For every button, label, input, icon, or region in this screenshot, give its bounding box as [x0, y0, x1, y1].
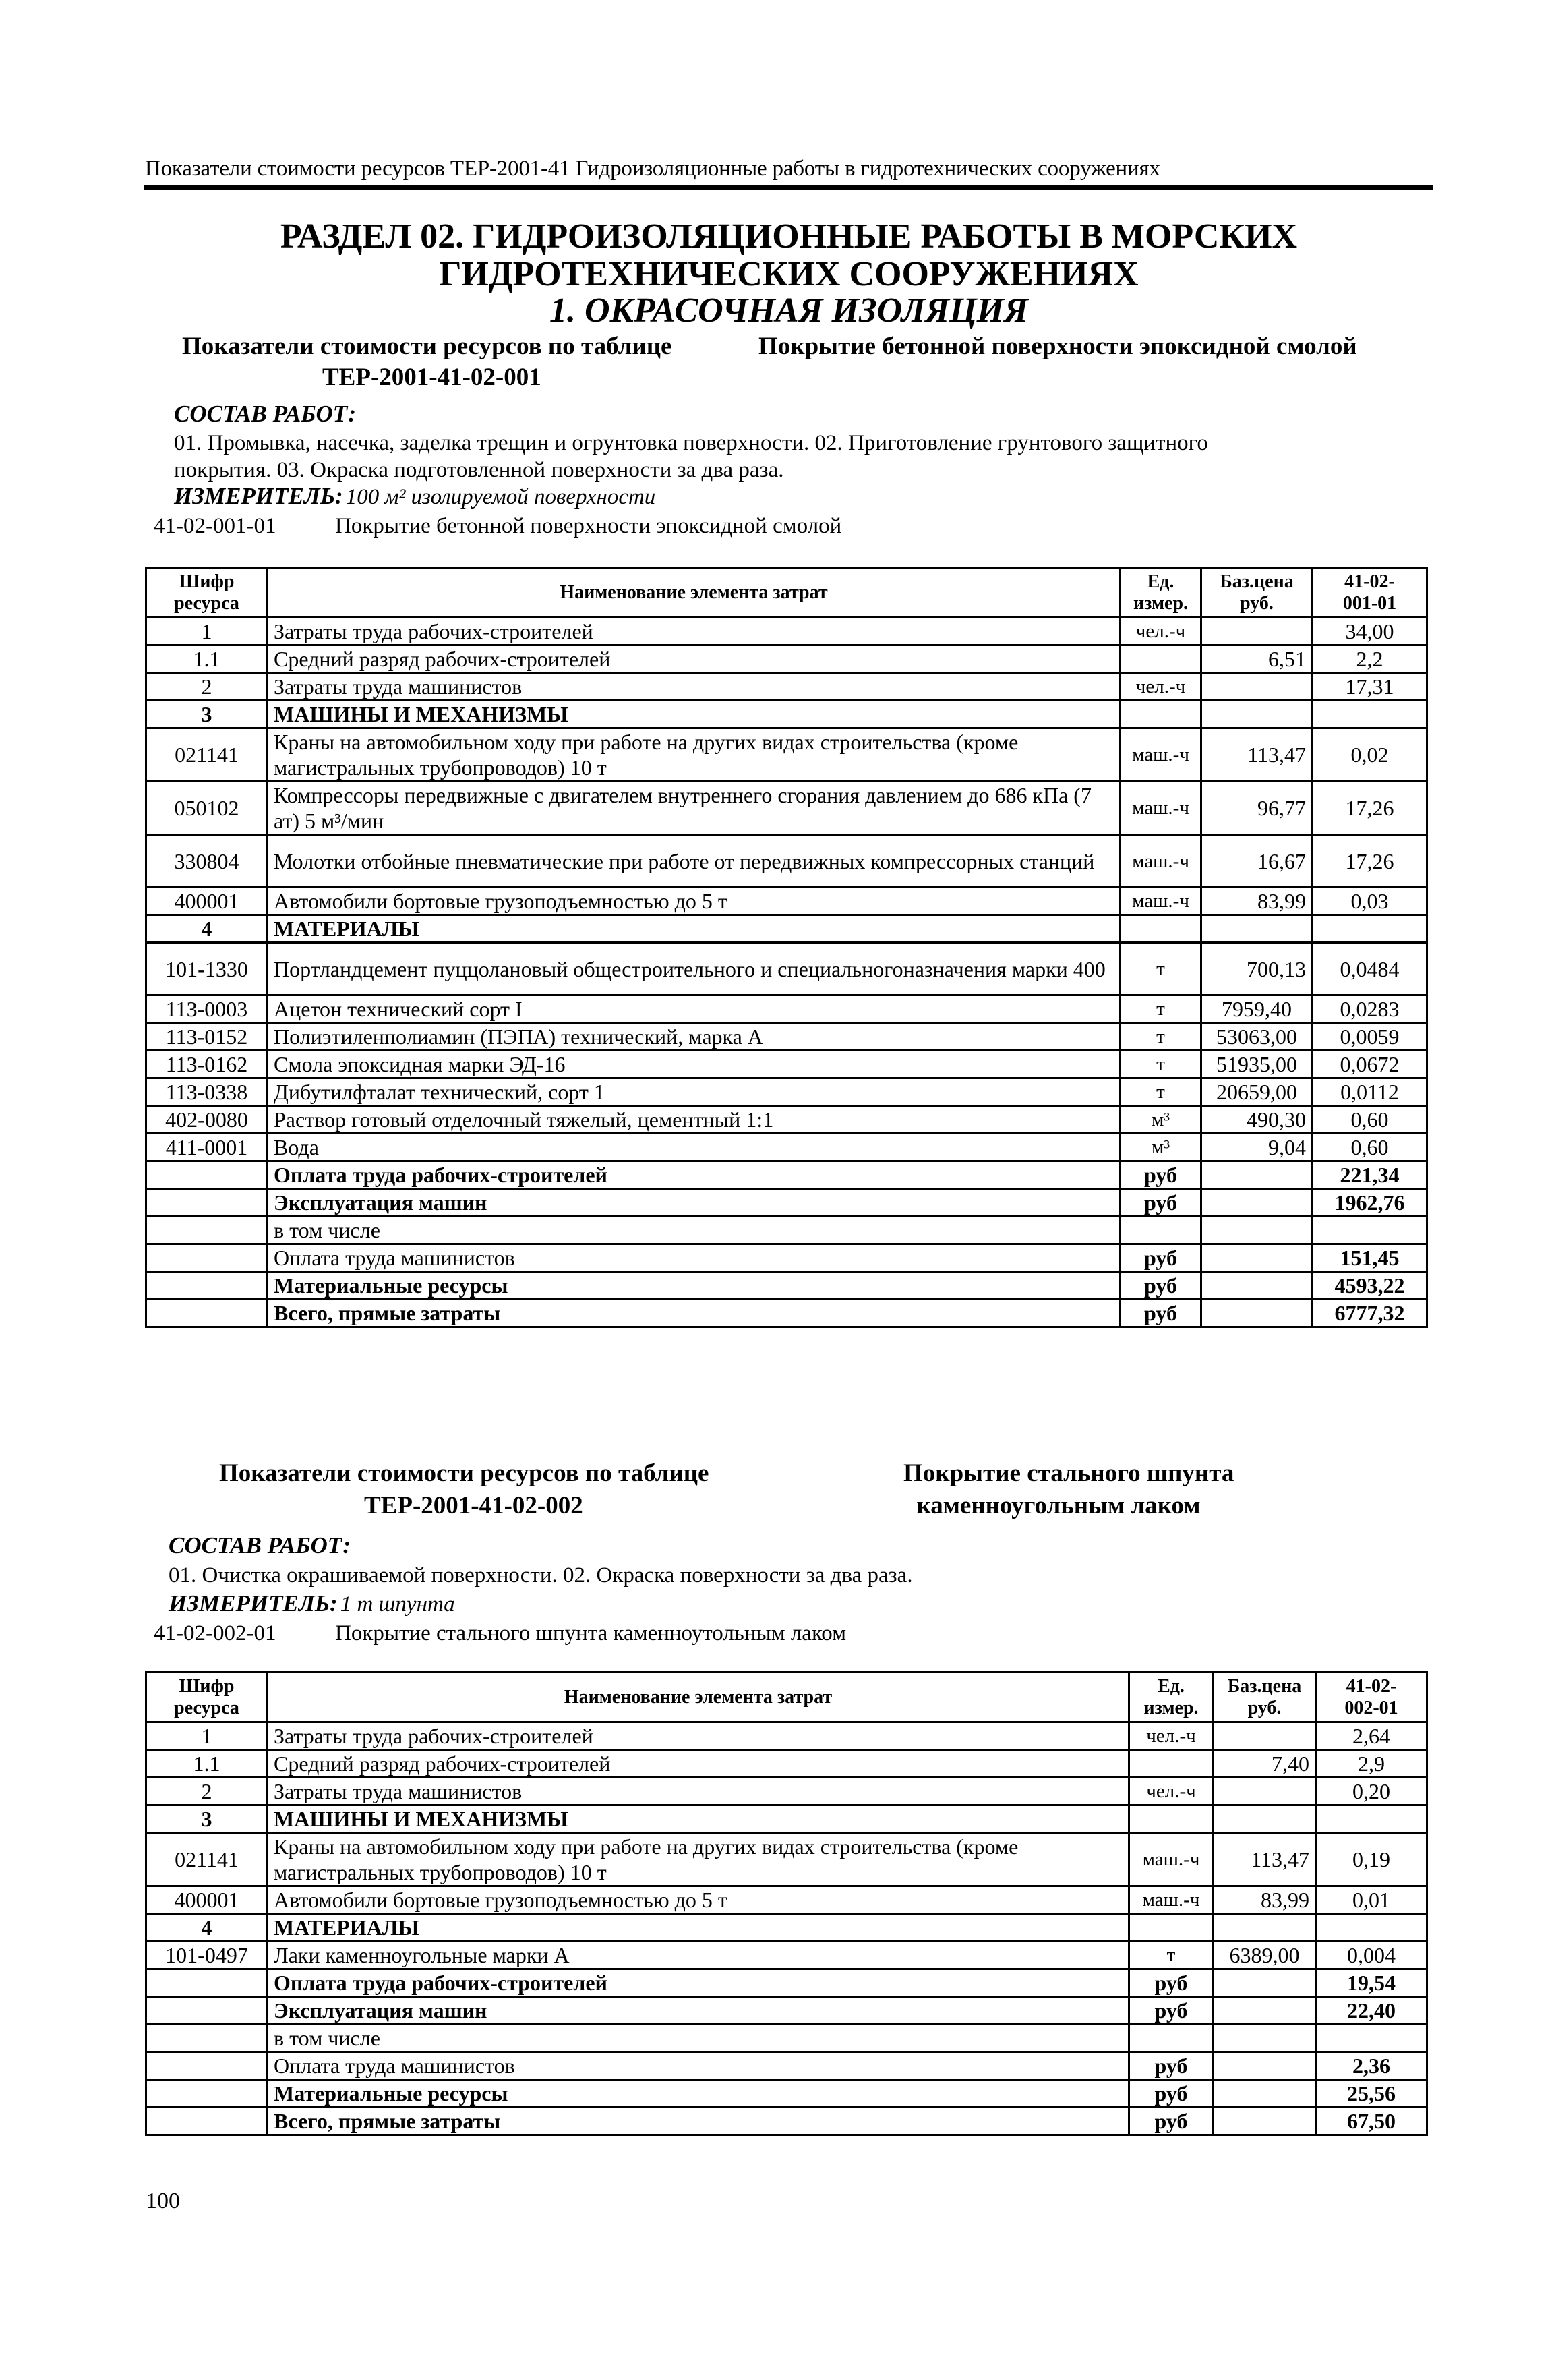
total-name: в том числе [268, 2025, 1129, 2052]
row-unit: маш.-ч [1121, 835, 1201, 888]
row-code: 400001 [146, 1886, 268, 1914]
row-value [1316, 1805, 1427, 1833]
total-name: Материальные ресурсы [268, 2080, 1129, 2108]
table-row [146, 943, 1427, 995]
total-value: 4593,22 [1313, 1272, 1427, 1300]
row-code: 021141 [146, 1833, 268, 1886]
row-name: Затраты труда машинистов [268, 673, 1121, 701]
row-name: Молотки отбойные пневматические при работе от передвижных компрессорных станций [268, 835, 1121, 888]
table-row [146, 1942, 1427, 1969]
block1-table-code: ТЕР-2001-41-02-001 [322, 364, 541, 391]
table-row [146, 1914, 1427, 1942]
row-name: Автомобили бортовые грузоподъемностью до 5 т [268, 888, 1121, 915]
total-unit [1121, 1217, 1201, 1244]
total-row [146, 1969, 1427, 1997]
table-row [146, 1106, 1427, 1134]
row-name: Портландцемент пуццолановый общестроительного и специальногоназначения марки 400 [268, 943, 1121, 995]
row-code: 101-1330 [146, 943, 268, 995]
table-row [146, 915, 1427, 943]
total-unit: руб [1129, 1969, 1214, 1997]
total-price-blank [1214, 2108, 1316, 2135]
row-value: 2,2 [1313, 645, 1427, 673]
row-name: Краны на автомобильном ходу при работе на других видах строительства (кроме магистральных трубопроводов) 10 т [268, 728, 1121, 782]
row-unit [1129, 1750, 1214, 1778]
table-row [146, 701, 1427, 728]
row-code: 3 [146, 1805, 268, 1833]
block1-works-line2: покрытия. 03. Окраска подготовленной поверхности за два раза. [174, 458, 784, 482]
total-value: 22,40 [1316, 1997, 1427, 2025]
row-code: 1 [146, 1722, 268, 1750]
total-row [146, 1300, 1427, 1327]
page-number: 100 [146, 2188, 180, 2213]
row-value: 0,01 [1316, 1886, 1427, 1914]
header-column: 41-02- 002-01 [1316, 1673, 1427, 1722]
row-value [1313, 701, 1427, 728]
row-code: 4 [146, 1914, 268, 1942]
running-header: Показатели стоимости ресурсов ТЕР-2001-41 Гидроизоляционные работы в гидротехнических сооружениях [145, 156, 1160, 181]
header-code: Шифр ресурса [146, 568, 268, 618]
block1-meter-label: ИЗМЕРИТЕЛЬ: [174, 483, 343, 509]
total-name: Эксплуатация машин [268, 1189, 1121, 1217]
row-code: 050102 [146, 782, 268, 835]
total-value [1316, 2025, 1427, 2052]
total-blank [146, 1189, 268, 1217]
row-value: 0,60 [1313, 1106, 1427, 1134]
row-price [1214, 1722, 1316, 1750]
total-unit: руб [1129, 1997, 1214, 2025]
row-unit [1121, 701, 1201, 728]
total-blank [146, 1272, 268, 1300]
row-price [1201, 701, 1313, 728]
total-row [146, 1161, 1427, 1189]
row-name: Средний разряд рабочих-строителей [268, 1750, 1129, 1778]
row-value: 0,0283 [1313, 995, 1427, 1023]
section-title-line2: ГИДРОТЕХНИЧЕСКИХ СООРУЖЕНИЯХ [439, 255, 1139, 293]
section-title-line1: РАЗДЕЛ 02. ГИДРОИЗОЛЯЦИОННЫЕ РАБОТЫ В МОРСКИХ [280, 217, 1298, 256]
total-price-blank [1201, 1217, 1313, 1244]
row-price: 6389,00 [1214, 1942, 1316, 1969]
block1-meter-value: 100 м² изолируемой поверхности [345, 485, 656, 509]
row-price: 9,04 [1201, 1134, 1313, 1161]
total-price-blank [1214, 2025, 1316, 2052]
total-unit: руб [1121, 1300, 1201, 1327]
row-price: 51935,00 [1201, 1051, 1313, 1078]
row-unit: маш.-ч [1121, 782, 1201, 835]
table-row [146, 1722, 1427, 1750]
row-name: Затраты труда рабочих-строителей [268, 1722, 1129, 1750]
row-value: 2,9 [1316, 1750, 1427, 1778]
row-unit [1121, 645, 1201, 673]
table-row [146, 1078, 1427, 1106]
block2-works-line1: 01. Очистка окрашиваемой поверхности. 02. Окраска поверхности за два раза. [169, 1563, 913, 1588]
row-name: Вода [268, 1134, 1121, 1161]
row-price: 700,13 [1201, 943, 1313, 995]
total-price-blank [1201, 1272, 1313, 1300]
header-code: Шифр ресурса [146, 1673, 268, 1722]
total-row [146, 1272, 1427, 1300]
row-name: МАШИНЫ И МЕХАНИЗМЫ [268, 701, 1121, 728]
row-price [1214, 1914, 1316, 1942]
row-unit: т [1121, 1023, 1201, 1051]
row-price: 16,67 [1201, 835, 1313, 888]
row-value [1313, 915, 1427, 943]
total-unit: руб [1129, 2108, 1214, 2135]
block2-indicator-label: Показатели стоимости ресурсов по таблице [219, 1459, 709, 1487]
total-value: 2,36 [1316, 2052, 1427, 2080]
table-row [146, 645, 1427, 673]
row-code: 2 [146, 673, 268, 701]
block1-cost-table [145, 567, 1428, 1328]
row-unit: т [1121, 1078, 1201, 1106]
block1-position-code: 41-02-001-01 [154, 514, 276, 538]
total-unit: руб [1121, 1161, 1201, 1189]
total-blank [146, 1997, 268, 2025]
row-code: 1.1 [146, 1750, 268, 1778]
block2-table-code: ТЕР-2001-41-02-002 [364, 1492, 583, 1519]
row-value: 0,03 [1313, 888, 1427, 915]
total-row [146, 2052, 1427, 2080]
total-price-blank [1214, 2080, 1316, 2108]
total-row [146, 1189, 1427, 1217]
row-code: 3 [146, 701, 268, 728]
row-name: МАТЕРИАЛЫ [268, 1914, 1129, 1942]
total-name: Всего, прямые затраты [268, 2108, 1129, 2135]
header-name: Наименование элемента затрат [268, 568, 1121, 618]
header-unit: Ед. измер. [1129, 1673, 1214, 1722]
table-header-row [146, 1673, 1427, 1722]
row-code: 021141 [146, 728, 268, 782]
total-blank [146, 2080, 268, 2108]
total-blank [146, 1161, 268, 1189]
block1-table-title: Покрытие бетонной поверхности эпоксидной смолой [758, 332, 1357, 360]
row-price: 20659,00 [1201, 1078, 1313, 1106]
table-row [146, 1023, 1427, 1051]
header-unit: Ед. измер. [1121, 568, 1201, 618]
row-code: 113-0152 [146, 1023, 268, 1051]
row-value: 0,20 [1316, 1778, 1427, 1805]
total-name: Материальные ресурсы [268, 1272, 1121, 1300]
row-value: 0,004 [1316, 1942, 1427, 1969]
table-header-row [146, 568, 1427, 618]
block2-meter-label: ИЗМЕРИТЕЛЬ: [169, 1590, 338, 1617]
total-price-blank [1201, 1244, 1313, 1272]
total-name: Оплата труда машинистов [268, 2052, 1129, 2080]
total-unit: руб [1129, 2080, 1214, 2108]
row-value: 0,60 [1313, 1134, 1427, 1161]
header-name: Наименование элемента затрат [268, 1673, 1129, 1722]
row-name: Затраты труда машинистов [268, 1778, 1129, 1805]
total-name: в том числе [268, 1217, 1121, 1244]
header-price: Баз.цена руб. [1201, 568, 1313, 618]
row-value: 2,64 [1316, 1722, 1427, 1750]
table-row [146, 1886, 1427, 1914]
row-value: 17,31 [1313, 673, 1427, 701]
total-value: 1962,76 [1313, 1189, 1427, 1217]
row-value: 34,00 [1313, 618, 1427, 645]
row-unit: маш.-ч [1129, 1886, 1214, 1914]
total-name: Оплата труда машинистов [268, 1244, 1121, 1272]
row-value: 0,19 [1316, 1833, 1427, 1886]
block2-position-code: 41-02-002-01 [154, 1621, 276, 1646]
block1-works-line1: 01. Промывка, насечка, заделка трещин и огрунтовка поверхности. 02. Приготовление грунтового защитного [174, 431, 1208, 455]
subsection-title: 1. ОКРАСОЧНАЯ ИЗОЛЯЦИЯ [549, 291, 1028, 330]
table-row [146, 618, 1427, 645]
total-blank [146, 1244, 268, 1272]
total-unit: руб [1121, 1272, 1201, 1300]
row-price: 7,40 [1214, 1750, 1316, 1778]
row-code: 402-0080 [146, 1106, 268, 1134]
total-value: 67,50 [1316, 2108, 1427, 2135]
total-unit: руб [1121, 1189, 1201, 1217]
row-name: Ацетон технический сорт I [268, 995, 1121, 1023]
row-code: 1 [146, 618, 268, 645]
row-name: Краны на автомобильном ходу при работе на других видах строительства (кроме магистральных трубопроводов) 10 т [268, 1833, 1129, 1886]
total-value [1313, 1217, 1427, 1244]
row-price: 113,47 [1214, 1833, 1316, 1886]
row-unit: м³ [1121, 1106, 1201, 1134]
row-price: 83,99 [1201, 888, 1313, 915]
row-price: 6,51 [1201, 645, 1313, 673]
row-name: МАТЕРИАЛЫ [268, 915, 1121, 943]
block2-cost-table [145, 1671, 1428, 2136]
total-value: 221,34 [1313, 1161, 1427, 1189]
row-unit [1129, 1914, 1214, 1942]
total-row [146, 2108, 1427, 2135]
row-price [1201, 673, 1313, 701]
row-code: 400001 [146, 888, 268, 915]
table-row [146, 888, 1427, 915]
total-unit: руб [1121, 1244, 1201, 1272]
row-code: 330804 [146, 835, 268, 888]
row-code: 2 [146, 1778, 268, 1805]
total-price-blank [1201, 1189, 1313, 1217]
table-row [146, 728, 1427, 782]
row-price [1201, 915, 1313, 943]
table-row [146, 1051, 1427, 1078]
row-unit [1129, 1805, 1214, 1833]
table-row [146, 1134, 1427, 1161]
header-rule [144, 185, 1433, 190]
total-value: 19,54 [1316, 1969, 1427, 1997]
table-row [146, 995, 1427, 1023]
total-blank [146, 1300, 268, 1327]
total-row [146, 1997, 1427, 2025]
block2-position-name: Покрытие стального шпунта каменноутольным лаком [335, 1621, 847, 1646]
block2-table-title-l2: каменноугольным лаком [916, 1492, 1201, 1519]
row-value: 0,0484 [1313, 943, 1427, 995]
row-value: 0,0112 [1313, 1078, 1427, 1106]
row-unit: чел.-ч [1121, 618, 1201, 645]
total-price-blank [1214, 1997, 1316, 2025]
total-name: Оплата труда рабочих-строителей [268, 1161, 1121, 1189]
total-row [146, 2025, 1427, 2052]
row-unit: т [1129, 1942, 1214, 1969]
total-blank [146, 1969, 268, 1997]
total-blank [146, 2052, 268, 2080]
table-row [146, 1778, 1427, 1805]
row-unit: чел.-ч [1121, 673, 1201, 701]
row-name: Лаки каменноугольные марки А [268, 1942, 1129, 1969]
row-price: 83,99 [1214, 1886, 1316, 1914]
row-unit [1121, 915, 1201, 943]
row-price: 53063,00 [1201, 1023, 1313, 1051]
header-column: 41-02- 001-01 [1313, 568, 1427, 618]
row-value: 17,26 [1313, 782, 1427, 835]
total-value: 6777,32 [1313, 1300, 1427, 1327]
block1-position-name: Покрытие бетонной поверхности эпоксидной смолой [335, 514, 842, 538]
total-row [146, 1217, 1427, 1244]
row-unit: маш.-ч [1121, 728, 1201, 782]
row-value [1316, 1914, 1427, 1942]
total-unit: руб [1129, 2052, 1214, 2080]
table-row [146, 782, 1427, 835]
total-price-blank [1201, 1161, 1313, 1189]
row-name: Полиэтиленполиамин (ПЭПА) технический, марка А [268, 1023, 1121, 1051]
row-value: 0,0672 [1313, 1051, 1427, 1078]
row-unit: т [1121, 1051, 1201, 1078]
total-row [146, 2080, 1427, 2108]
row-unit: т [1121, 995, 1201, 1023]
block2-meter [169, 1590, 455, 1617]
total-value: 151,45 [1313, 1244, 1427, 1272]
row-name: Автомобили бортовые грузоподъемностью до 5 т [268, 1886, 1129, 1914]
block2-table-title-l1: Покрытие стального шпунта [903, 1459, 1234, 1487]
table-row [146, 835, 1427, 888]
total-name: Оплата труда рабочих-строителей [268, 1969, 1129, 1997]
total-price-blank [1214, 2052, 1316, 2080]
total-name: Эксплуатация машин [268, 1997, 1129, 2025]
row-unit: маш.-ч [1121, 888, 1201, 915]
header-price: Баз.цена руб. [1214, 1673, 1316, 1722]
row-name: Дибутилфталат технический, сорт 1 [268, 1078, 1121, 1106]
row-price [1214, 1778, 1316, 1805]
row-code: 411-0001 [146, 1134, 268, 1161]
table-row [146, 1750, 1427, 1778]
row-name: Смола эпоксидная марки ЭД-16 [268, 1051, 1121, 1078]
row-unit: м³ [1121, 1134, 1201, 1161]
total-name: Всего, прямые затраты [268, 1300, 1121, 1327]
block1-works-label: СОСТАВ РАБОТ: [174, 401, 357, 427]
row-name: Компрессоры передвижные с двигателем внутреннего сгорания давлением до 686 кПа (7 ат) 5 м³/мин [268, 782, 1121, 835]
total-price-blank [1201, 1300, 1313, 1327]
row-code: 113-0338 [146, 1078, 268, 1106]
total-unit [1129, 2025, 1214, 2052]
block2-works-label: СОСТАВ РАБОТ: [169, 1532, 351, 1559]
row-price [1201, 618, 1313, 645]
row-name: Раствор готовый отделочный тяжелый, цементный 1:1 [268, 1106, 1121, 1134]
row-price: 96,77 [1201, 782, 1313, 835]
row-value: 17,26 [1313, 835, 1427, 888]
row-price: 490,30 [1201, 1106, 1313, 1134]
total-value: 25,56 [1316, 2080, 1427, 2108]
row-price: 113,47 [1201, 728, 1313, 782]
total-row [146, 1244, 1427, 1272]
block2-meter-value: 1 т шпунта [340, 1592, 455, 1617]
total-blank [146, 2025, 268, 2052]
row-code: 113-0003 [146, 995, 268, 1023]
row-value: 0,0059 [1313, 1023, 1427, 1051]
row-unit: чел.-ч [1129, 1722, 1214, 1750]
row-unit: чел.-ч [1129, 1778, 1214, 1805]
row-code: 1.1 [146, 645, 268, 673]
row-price [1214, 1805, 1316, 1833]
row-name: МАШИНЫ И МЕХАНИЗМЫ [268, 1805, 1129, 1833]
total-price-blank [1214, 1969, 1316, 1997]
row-unit: маш.-ч [1129, 1833, 1214, 1886]
row-code: 113-0162 [146, 1051, 268, 1078]
total-blank [146, 1217, 268, 1244]
table-row [146, 1805, 1427, 1833]
row-code: 101-0497 [146, 1942, 268, 1969]
total-blank [146, 2108, 268, 2135]
row-price: 7959,40 [1201, 995, 1313, 1023]
row-name: Средний разряд рабочих-строителей [268, 645, 1121, 673]
table-row [146, 673, 1427, 701]
block1-meter [174, 483, 655, 510]
row-code: 4 [146, 915, 268, 943]
row-value: 0,02 [1313, 728, 1427, 782]
table-row [146, 1833, 1427, 1886]
row-unit: т [1121, 943, 1201, 995]
block1-indicator-label: Показатели стоимости ресурсов по таблице [182, 332, 672, 360]
row-name: Затраты труда рабочих-строителей [268, 618, 1121, 645]
